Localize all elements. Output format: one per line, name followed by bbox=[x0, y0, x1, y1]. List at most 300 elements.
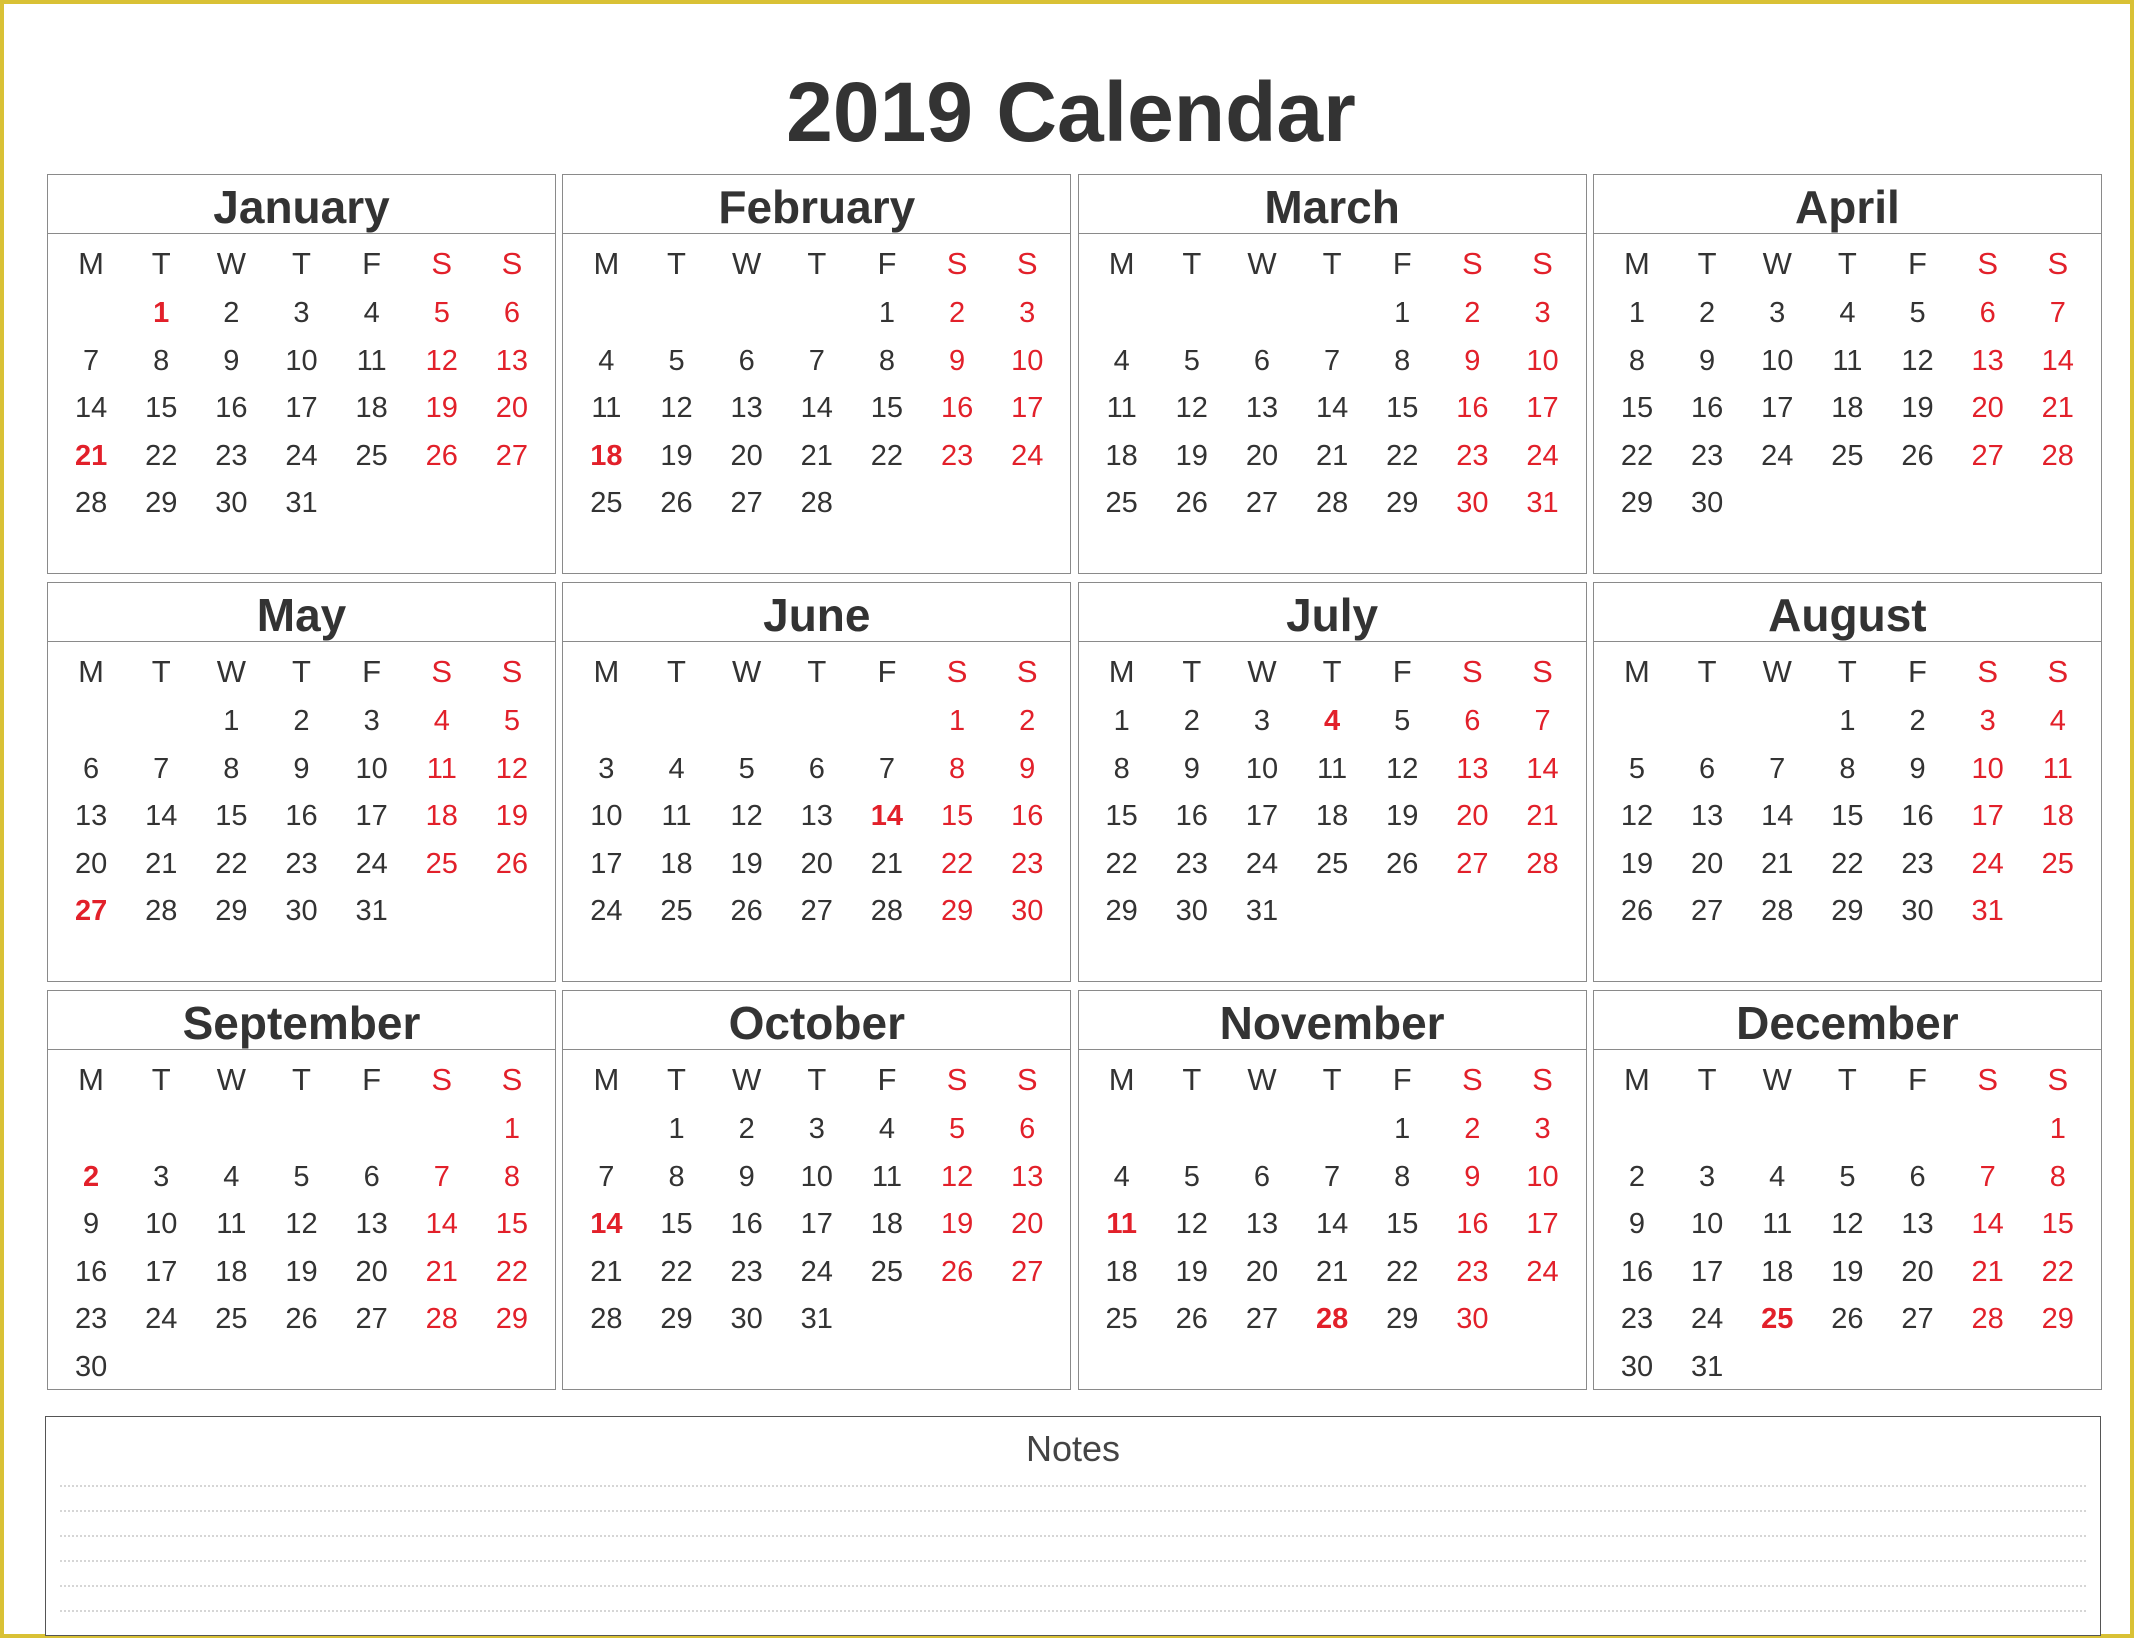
day-cell[interactable]: 1 bbox=[223, 705, 240, 737]
day-cell[interactable]: 24 bbox=[1690, 1303, 1724, 1336]
day-cell[interactable]: 28 bbox=[870, 895, 904, 928]
day-cell[interactable]: 10 bbox=[1011, 344, 1044, 377]
day-cell[interactable]: 7 bbox=[878, 752, 895, 785]
day-cell[interactable]: 4 bbox=[1769, 1160, 1786, 1193]
day-cell[interactable]: 3 bbox=[153, 1160, 170, 1193]
day-cell[interactable]: 10 bbox=[1761, 344, 1794, 377]
day-cell[interactable]: 10 bbox=[1245, 752, 1279, 785]
day-cell[interactable]: 13 bbox=[1971, 344, 2004, 377]
day-cell[interactable]: 14 bbox=[1971, 1208, 2004, 1241]
day-cell[interactable]: 20 bbox=[800, 847, 833, 880]
day-cell[interactable]: 16 bbox=[1901, 800, 1934, 833]
day-cell[interactable]: 5 bbox=[949, 1113, 966, 1145]
day-cell[interactable]: 7 bbox=[598, 1160, 615, 1193]
day-cell[interactable]: 6 bbox=[83, 752, 100, 785]
day-cell[interactable]: 8 bbox=[503, 1160, 520, 1193]
day-cell[interactable]: 3 bbox=[598, 752, 615, 785]
day-cell[interactable]: 30 bbox=[1175, 895, 1208, 928]
day-cell[interactable]: 27 bbox=[74, 895, 108, 928]
day-cell[interactable]: 28 bbox=[1526, 847, 1559, 880]
day-cell[interactable]: 19 bbox=[660, 439, 693, 472]
day-cell[interactable]: 14 bbox=[1526, 752, 1559, 785]
day-cell[interactable]: 18 bbox=[2041, 800, 2074, 833]
day-cell[interactable]: 7 bbox=[1534, 705, 1551, 737]
day-cell[interactable]: 21 bbox=[1526, 800, 1559, 833]
day-cell[interactable]: 18 bbox=[215, 1255, 248, 1288]
day-cell[interactable]: 22 bbox=[215, 847, 248, 880]
day-cell[interactable]: 22 bbox=[1386, 1255, 1419, 1288]
day-cell[interactable]: 10 bbox=[145, 1208, 178, 1241]
day-cell[interactable]: 26 bbox=[285, 1303, 318, 1336]
day-cell[interactable]: 18 bbox=[870, 1208, 904, 1241]
day-cell[interactable]: 6 bbox=[808, 752, 825, 785]
day-cell[interactable]: 20 bbox=[1456, 800, 1489, 833]
day-cell[interactable]: 25 bbox=[870, 1255, 904, 1288]
day-cell[interactable]: 11 bbox=[216, 1208, 247, 1241]
day-cell[interactable]: 11 bbox=[591, 392, 622, 425]
day-cell[interactable]: 8 bbox=[223, 752, 240, 785]
day-cell[interactable]: 20 bbox=[1011, 1208, 1044, 1241]
day-cell[interactable]: 22 bbox=[940, 847, 974, 880]
day-cell[interactable]: 12 bbox=[1175, 1208, 1208, 1241]
day-cell[interactable]: 20 bbox=[1971, 392, 2004, 425]
day-cell[interactable]: 27 bbox=[1901, 1303, 1934, 1336]
day-cell[interactable]: 24 bbox=[590, 895, 623, 928]
day-cell[interactable]: 15 bbox=[145, 392, 178, 425]
day-cell[interactable]: 15 bbox=[870, 392, 904, 425]
day-cell[interactable]: 9 bbox=[1019, 752, 1036, 785]
day-cell[interactable]: 9 bbox=[738, 1160, 755, 1193]
day-cell[interactable]: 24 bbox=[800, 1255, 833, 1288]
day-cell[interactable]: 28 bbox=[590, 1303, 623, 1336]
day-cell[interactable]: 24 bbox=[1761, 439, 1794, 472]
day-cell[interactable]: 5 bbox=[433, 297, 450, 329]
day-cell[interactable]: 5 bbox=[668, 344, 685, 377]
day-cell[interactable]: 6 bbox=[1699, 752, 1716, 785]
day-cell[interactable]: 19 bbox=[1175, 1255, 1208, 1288]
day-cell[interactable]: 22 bbox=[1105, 847, 1138, 880]
day-cell[interactable]: 16 bbox=[1011, 800, 1044, 833]
day-cell[interactable]: 24 bbox=[1526, 1255, 1559, 1288]
day-cell[interactable]: 5 bbox=[1909, 297, 1926, 329]
day-cell[interactable]: 29 bbox=[2041, 1303, 2074, 1336]
day-cell[interactable]: 18 bbox=[660, 847, 693, 880]
day-cell[interactable]: 20 bbox=[355, 1255, 388, 1288]
day-cell[interactable]: 14 bbox=[1761, 800, 1794, 833]
day-cell[interactable]: 20 bbox=[74, 847, 108, 880]
day-cell[interactable]: 11 bbox=[2042, 752, 2073, 785]
day-cell[interactable]: 15 bbox=[215, 800, 248, 833]
day-cell[interactable]: 24 bbox=[355, 847, 388, 880]
day-cell[interactable]: 8 bbox=[1394, 1160, 1411, 1193]
day-cell[interactable]: 9 bbox=[1464, 344, 1481, 377]
day-cell[interactable]: 28 bbox=[1315, 1303, 1349, 1336]
day-cell[interactable]: 9 bbox=[1699, 344, 1716, 377]
day-cell[interactable]: 13 bbox=[1901, 1208, 1934, 1241]
day-cell[interactable]: 30 bbox=[74, 1350, 108, 1383]
day-cell[interactable]: 17 bbox=[1526, 1208, 1559, 1241]
day-cell[interactable]: 5 bbox=[503, 705, 520, 737]
day-cell[interactable]: 15 bbox=[1105, 800, 1138, 833]
day-cell[interactable]: 11 bbox=[871, 1160, 902, 1193]
day-cell[interactable]: 5 bbox=[1183, 1160, 1200, 1193]
day-cell[interactable]: 25 bbox=[590, 487, 623, 520]
day-cell[interactable]: 26 bbox=[1175, 487, 1208, 520]
day-cell[interactable]: 3 bbox=[1699, 1160, 1716, 1193]
day-cell[interactable]: 19 bbox=[1831, 1255, 1864, 1288]
day-cell[interactable]: 23 bbox=[1901, 847, 1934, 880]
day-cell[interactable]: 22 bbox=[1386, 439, 1419, 472]
day-cell[interactable]: 7 bbox=[1979, 1160, 1996, 1193]
day-cell[interactable]: 22 bbox=[145, 439, 178, 472]
day-cell[interactable]: 25 bbox=[660, 895, 693, 928]
day-cell[interactable]: 19 bbox=[940, 1208, 974, 1241]
day-cell[interactable]: 1 bbox=[1113, 705, 1130, 737]
day-cell[interactable]: 31 bbox=[1971, 895, 2004, 928]
day-cell[interactable]: 12 bbox=[1901, 344, 1934, 377]
day-cell[interactable]: 27 bbox=[1011, 1255, 1044, 1288]
day-cell[interactable]: 30 bbox=[730, 1303, 763, 1336]
day-cell[interactable]: 19 bbox=[1175, 439, 1208, 472]
day-cell[interactable]: 4 bbox=[363, 297, 380, 329]
day-cell[interactable]: 4 bbox=[1324, 705, 1341, 737]
day-cell[interactable]: 30 bbox=[1620, 1350, 1654, 1383]
day-cell[interactable]: 3 bbox=[363, 705, 380, 737]
day-cell[interactable]: 12 bbox=[730, 800, 763, 833]
day-cell[interactable]: 12 bbox=[1386, 752, 1419, 785]
day-cell[interactable]: 24 bbox=[285, 439, 318, 472]
day-cell[interactable]: 4 bbox=[598, 344, 615, 377]
day-cell[interactable]: 18 bbox=[1761, 1255, 1794, 1288]
day-cell[interactable]: 1 bbox=[878, 297, 895, 329]
day-cell[interactable]: 23 bbox=[1011, 847, 1044, 880]
day-cell[interactable]: 16 bbox=[1620, 1255, 1654, 1288]
day-cell[interactable]: 26 bbox=[940, 1255, 974, 1288]
day-cell[interactable]: 6 bbox=[1019, 1113, 1036, 1145]
day-cell[interactable]: 21 bbox=[1315, 1255, 1349, 1288]
day-cell[interactable]: 25 bbox=[1105, 1303, 1138, 1336]
day-cell[interactable]: 2 bbox=[293, 705, 310, 737]
day-cell[interactable]: 25 bbox=[1831, 439, 1864, 472]
day-cell[interactable]: 20 bbox=[1690, 847, 1724, 880]
day-cell[interactable]: 13 bbox=[355, 1208, 388, 1241]
day-cell[interactable]: 23 bbox=[1456, 1255, 1489, 1288]
day-cell[interactable]: 27 bbox=[730, 487, 763, 520]
day-cell[interactable]: 20 bbox=[1901, 1255, 1934, 1288]
day-cell[interactable]: 18 bbox=[1315, 800, 1349, 833]
day-cell[interactable]: 21 bbox=[870, 847, 904, 880]
day-cell[interactable]: 18 bbox=[1105, 439, 1138, 472]
day-cell[interactable]: 9 bbox=[1628, 1208, 1646, 1241]
day-cell[interactable]: 18 bbox=[1831, 392, 1864, 425]
day-cell[interactable]: 17 bbox=[1690, 1255, 1724, 1288]
day-cell[interactable]: 5 bbox=[1628, 752, 1646, 785]
day-cell[interactable]: 13 bbox=[74, 800, 108, 833]
day-cell[interactable]: 24 bbox=[1526, 439, 1559, 472]
day-cell[interactable]: 10 bbox=[355, 752, 388, 785]
day-cell[interactable]: 21 bbox=[1315, 439, 1349, 472]
day-cell[interactable]: 5 bbox=[1839, 1160, 1856, 1193]
day-cell[interactable]: 17 bbox=[1245, 800, 1279, 833]
day-cell[interactable]: 24 bbox=[1971, 847, 2004, 880]
day-cell[interactable]: 19 bbox=[1620, 847, 1654, 880]
day-cell[interactable]: 30 bbox=[1901, 895, 1934, 928]
day-cell[interactable]: 5 bbox=[293, 1160, 310, 1193]
day-cell[interactable]: 14 bbox=[870, 800, 904, 833]
day-cell[interactable]: 15 bbox=[2041, 1208, 2074, 1241]
day-cell[interactable]: 11 bbox=[426, 752, 457, 785]
day-cell[interactable]: 11 bbox=[356, 344, 387, 377]
day-cell[interactable]: 17 bbox=[800, 1208, 833, 1241]
day-cell[interactable]: 29 bbox=[145, 487, 178, 520]
day-cell[interactable]: 27 bbox=[495, 439, 529, 472]
day-cell[interactable]: 3 bbox=[808, 1113, 825, 1145]
day-cell[interactable]: 13 bbox=[1011, 1160, 1044, 1193]
day-cell[interactable]: 2 bbox=[1909, 705, 1926, 737]
day-cell[interactable]: 29 bbox=[495, 1303, 529, 1336]
day-cell[interactable]: 29 bbox=[215, 895, 248, 928]
day-cell[interactable]: 15 bbox=[1620, 392, 1654, 425]
day-cell[interactable]: 1 bbox=[1394, 1113, 1411, 1145]
day-cell[interactable]: 29 bbox=[1105, 895, 1138, 928]
day-cell[interactable]: 23 bbox=[1175, 847, 1208, 880]
day-cell[interactable]: 3 bbox=[1534, 1113, 1551, 1145]
day-cell[interactable]: 28 bbox=[1315, 487, 1349, 520]
day-cell[interactable]: 16 bbox=[940, 392, 974, 425]
day-cell[interactable]: 17 bbox=[355, 800, 388, 833]
day-cell[interactable]: 1 bbox=[949, 705, 966, 737]
day-cell[interactable]: 25 bbox=[2041, 847, 2074, 880]
day-cell[interactable]: 9 bbox=[1909, 752, 1926, 785]
day-cell[interactable]: 29 bbox=[660, 1303, 693, 1336]
day-cell[interactable]: 27 bbox=[1245, 487, 1279, 520]
day-cell[interactable]: 29 bbox=[1620, 487, 1654, 520]
day-cell[interactable]: 16 bbox=[730, 1208, 763, 1241]
day-cell[interactable]: 10 bbox=[1526, 1160, 1559, 1193]
day-cell[interactable]: 30 bbox=[1690, 487, 1724, 520]
day-cell[interactable]: 21 bbox=[1761, 847, 1794, 880]
day-cell[interactable]: 5 bbox=[738, 752, 755, 785]
day-cell[interactable]: 17 bbox=[1971, 800, 2004, 833]
day-cell[interactable]: 3 bbox=[1769, 297, 1786, 329]
day-cell[interactable]: 7 bbox=[433, 1160, 450, 1193]
day-cell[interactable]: 14 bbox=[1315, 1208, 1349, 1241]
day-cell[interactable]: 24 bbox=[1011, 439, 1044, 472]
day-cell[interactable]: 11 bbox=[1106, 1208, 1137, 1241]
day-cell[interactable]: 25 bbox=[355, 439, 388, 472]
day-cell[interactable]: 2 bbox=[83, 1160, 100, 1193]
day-cell[interactable]: 12 bbox=[1620, 800, 1654, 833]
day-cell[interactable]: 7 bbox=[808, 344, 825, 377]
day-cell[interactable]: 12 bbox=[940, 1160, 974, 1193]
day-cell[interactable]: 7 bbox=[1769, 752, 1786, 785]
day-cell[interactable]: 11 bbox=[661, 800, 692, 833]
notes-box[interactable] bbox=[45, 1416, 2101, 1636]
day-cell[interactable]: 1 bbox=[2049, 1113, 2066, 1145]
day-cell[interactable]: 13 bbox=[1456, 752, 1489, 785]
day-cell[interactable]: 20 bbox=[1245, 1255, 1279, 1288]
day-cell[interactable]: 20 bbox=[495, 392, 529, 425]
day-cell[interactable]: 1 bbox=[503, 1113, 520, 1145]
day-cell[interactable]: 30 bbox=[215, 487, 248, 520]
day-cell[interactable]: 22 bbox=[1620, 439, 1654, 472]
day-cell[interactable]: 1 bbox=[1839, 705, 1856, 737]
day-cell[interactable]: 26 bbox=[1831, 1303, 1864, 1336]
day-cell[interactable]: 21 bbox=[1971, 1255, 2004, 1288]
day-cell[interactable]: 2 bbox=[738, 1113, 755, 1145]
day-cell[interactable]: 14 bbox=[2041, 344, 2074, 377]
day-cell[interactable]: 22 bbox=[2041, 1255, 2074, 1288]
day-cell[interactable]: 12 bbox=[1831, 1208, 1864, 1241]
day-cell[interactable]: 15 bbox=[495, 1208, 529, 1241]
day-cell[interactable]: 22 bbox=[870, 439, 904, 472]
day-cell[interactable]: 13 bbox=[1245, 1208, 1279, 1241]
day-cell[interactable]: 16 bbox=[1456, 392, 1489, 425]
day-cell[interactable]: 17 bbox=[1761, 392, 1794, 425]
day-cell[interactable]: 1 bbox=[153, 297, 170, 329]
day-cell[interactable]: 7 bbox=[1324, 1160, 1341, 1193]
day-cell[interactable]: 26 bbox=[730, 895, 763, 928]
day-cell[interactable]: 14 bbox=[1315, 392, 1349, 425]
day-cell[interactable]: 4 bbox=[1113, 1160, 1130, 1193]
day-cell[interactable]: 22 bbox=[495, 1255, 529, 1288]
day-cell[interactable]: 17 bbox=[1011, 392, 1044, 425]
day-cell[interactable]: 12 bbox=[285, 1208, 318, 1241]
day-cell[interactable]: 11 bbox=[1762, 1208, 1793, 1241]
day-cell[interactable]: 19 bbox=[1386, 800, 1419, 833]
day-cell[interactable]: 24 bbox=[145, 1303, 178, 1336]
day-cell[interactable]: 2 bbox=[949, 297, 966, 329]
day-cell[interactable]: 16 bbox=[215, 392, 248, 425]
day-cell[interactable]: 28 bbox=[1971, 1303, 2004, 1336]
day-cell[interactable]: 4 bbox=[878, 1113, 895, 1145]
day-cell[interactable]: 11 bbox=[1317, 752, 1348, 785]
day-cell[interactable]: 3 bbox=[293, 297, 310, 329]
day-cell[interactable]: 12 bbox=[495, 752, 529, 785]
day-cell[interactable]: 1 bbox=[1394, 297, 1411, 329]
day-cell[interactable]: 21 bbox=[2041, 392, 2074, 425]
day-cell[interactable]: 25 bbox=[1761, 1303, 1794, 1336]
day-cell[interactable]: 8 bbox=[1628, 344, 1646, 377]
day-cell[interactable]: 10 bbox=[590, 800, 623, 833]
day-cell[interactable]: 14 bbox=[145, 800, 178, 833]
day-cell[interactable]: 19 bbox=[1901, 392, 1934, 425]
day-cell[interactable]: 27 bbox=[1971, 439, 2004, 472]
day-cell[interactable]: 12 bbox=[425, 344, 458, 377]
day-cell[interactable]: 15 bbox=[940, 800, 974, 833]
day-cell[interactable]: 15 bbox=[1386, 392, 1419, 425]
day-cell[interactable]: 30 bbox=[1456, 487, 1489, 520]
day-cell[interactable]: 29 bbox=[1831, 895, 1864, 928]
day-cell[interactable]: 20 bbox=[730, 439, 763, 472]
day-cell[interactable]: 27 bbox=[800, 895, 833, 928]
day-cell[interactable]: 8 bbox=[1113, 752, 1130, 785]
day-cell[interactable]: 8 bbox=[949, 752, 966, 785]
day-cell[interactable]: 16 bbox=[1456, 1208, 1489, 1241]
day-cell[interactable]: 31 bbox=[1526, 487, 1559, 520]
day-cell[interactable]: 28 bbox=[425, 1303, 458, 1336]
day-cell[interactable]: 17 bbox=[590, 847, 623, 880]
day-cell[interactable]: 9 bbox=[83, 1208, 100, 1241]
day-cell[interactable]: 2 bbox=[1628, 1160, 1646, 1193]
day-cell[interactable]: 8 bbox=[1394, 344, 1411, 377]
day-cell[interactable]: 23 bbox=[1690, 439, 1724, 472]
day-cell[interactable]: 16 bbox=[1690, 392, 1724, 425]
day-cell[interactable]: 9 bbox=[293, 752, 310, 785]
day-cell[interactable]: 18 bbox=[425, 800, 458, 833]
day-cell[interactable]: 13 bbox=[730, 392, 763, 425]
day-cell[interactable]: 2 bbox=[1464, 297, 1481, 329]
day-cell[interactable]: 31 bbox=[285, 487, 318, 520]
day-cell[interactable]: 8 bbox=[1839, 752, 1856, 785]
day-cell[interactable]: 6 bbox=[1979, 297, 1996, 329]
day-cell[interactable]: 27 bbox=[355, 1303, 388, 1336]
day-cell[interactable]: 13 bbox=[1690, 800, 1724, 833]
day-cell[interactable]: 10 bbox=[1690, 1208, 1724, 1241]
day-cell[interactable]: 17 bbox=[145, 1255, 178, 1288]
day-cell[interactable]: 6 bbox=[503, 297, 520, 329]
day-cell[interactable]: 19 bbox=[495, 800, 529, 833]
day-cell[interactable]: 21 bbox=[590, 1255, 623, 1288]
day-cell[interactable]: 27 bbox=[1690, 895, 1724, 928]
day-cell[interactable]: 19 bbox=[425, 392, 458, 425]
day-cell[interactable]: 3 bbox=[1019, 297, 1036, 329]
day-cell[interactable]: 19 bbox=[730, 847, 763, 880]
day-cell[interactable]: 23 bbox=[940, 439, 974, 472]
day-cell[interactable]: 2 bbox=[223, 297, 240, 329]
day-cell[interactable]: 25 bbox=[1105, 487, 1138, 520]
day-cell[interactable]: 22 bbox=[660, 1255, 693, 1288]
day-cell[interactable]: 28 bbox=[800, 487, 833, 520]
day-cell[interactable]: 26 bbox=[1620, 895, 1654, 928]
day-cell[interactable]: 13 bbox=[495, 344, 529, 377]
day-cell[interactable]: 6 bbox=[738, 344, 755, 377]
day-cell[interactable]: 14 bbox=[74, 392, 108, 425]
day-cell[interactable]: 23 bbox=[215, 439, 248, 472]
day-cell[interactable]: 27 bbox=[1245, 1303, 1279, 1336]
day-cell[interactable]: 8 bbox=[878, 344, 895, 377]
day-cell[interactable]: 9 bbox=[1183, 752, 1200, 785]
day-cell[interactable]: 10 bbox=[1526, 344, 1559, 377]
day-cell[interactable]: 7 bbox=[83, 344, 100, 377]
day-cell[interactable]: 30 bbox=[1456, 1303, 1489, 1336]
day-cell[interactable]: 26 bbox=[1175, 1303, 1208, 1336]
day-cell[interactable]: 2 bbox=[1464, 1113, 1481, 1145]
day-cell[interactable]: 9 bbox=[223, 344, 240, 377]
day-cell[interactable]: 10 bbox=[285, 344, 318, 377]
day-cell[interactable]: 10 bbox=[800, 1160, 833, 1193]
day-cell[interactable]: 11 bbox=[1832, 344, 1863, 377]
day-cell[interactable]: 3 bbox=[1534, 297, 1551, 329]
day-cell[interactable]: 7 bbox=[153, 752, 170, 785]
day-cell[interactable]: 28 bbox=[2041, 439, 2074, 472]
day-cell[interactable]: 5 bbox=[1183, 344, 1200, 377]
day-cell[interactable]: 6 bbox=[1909, 1160, 1926, 1193]
day-cell[interactable]: 12 bbox=[660, 392, 693, 425]
day-cell[interactable]: 4 bbox=[1113, 344, 1130, 377]
day-cell[interactable]: 16 bbox=[1175, 800, 1208, 833]
day-cell[interactable]: 5 bbox=[1394, 705, 1411, 737]
day-cell[interactable]: 14 bbox=[800, 392, 833, 425]
day-cell[interactable]: 13 bbox=[1245, 392, 1279, 425]
day-cell[interactable]: 19 bbox=[285, 1255, 318, 1288]
day-cell[interactable]: 23 bbox=[285, 847, 318, 880]
day-cell[interactable]: 1 bbox=[1628, 297, 1646, 329]
day-cell[interactable]: 14 bbox=[590, 1208, 623, 1241]
day-cell[interactable]: 3 bbox=[1979, 705, 1996, 737]
day-cell[interactable]: 4 bbox=[668, 752, 685, 785]
day-cell[interactable]: 6 bbox=[363, 1160, 380, 1193]
